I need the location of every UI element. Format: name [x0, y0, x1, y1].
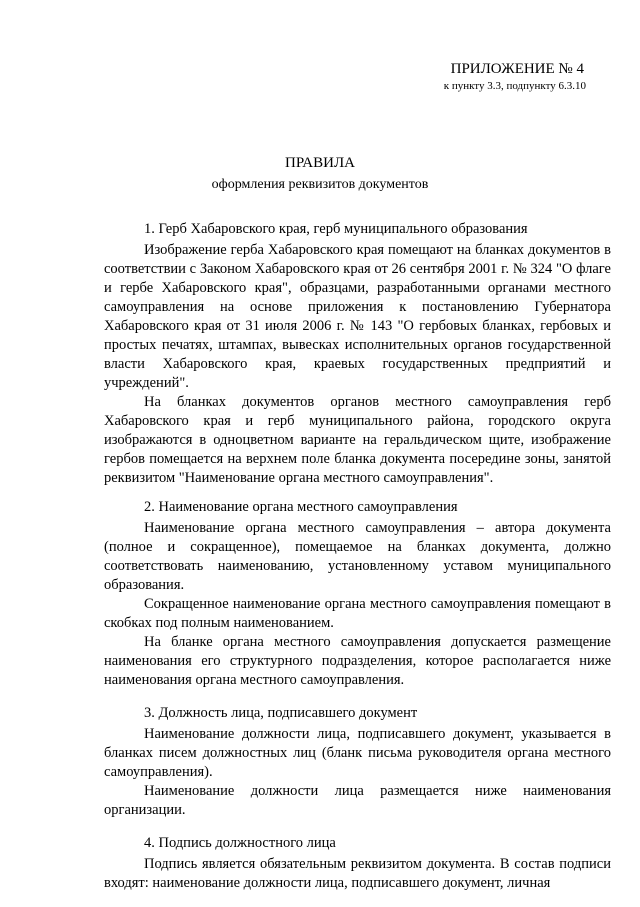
section-official-signature: [104, 834, 611, 893]
section-coat-of-arms: [104, 220, 611, 488]
document-title-block: [0, 153, 640, 194]
section-heading: 2. Наименование органа местного самоуправления: [144, 499, 458, 515]
paragraph: Изображение герба Хабаровского края помещают на бланках документов в соответствии с Законом Хабаровского края от 26 сентября 2001 г. № 324 "О флаге и гербе Хабаровского края", образцами, разработанными органами местного самоуправления на основе приложения к постановлению Губернатора Хабаровского края от 31 июля 2006 г. № 143 "О гербовых бланках, гербовых и простых печатях, штампах, вывесках исполнительных органов государственной власти Хабаровского края, краевых государственных предприятий и учреждений".: [104, 242, 611, 391]
paragraph: Сокращенное наименование органа местного самоуправления помещают в скобках под полным наименованием.: [104, 596, 611, 631]
paragraph: На бланке органа местного самоуправления допускается размещение наименования его структурного подразделения, которое располагается ниже наименования органа местного самоуправления.: [104, 634, 611, 688]
paragraph: Наименование органа местного самоуправления – автора документа (полное и сокращенное), помещаемое на бланках документа, должно соответствовать наименованию, установленному уставом муниципального образования.: [104, 520, 611, 593]
appendix-header: [444, 60, 586, 93]
paragraph: На бланках документов органов местного самоуправления герб Хабаровского края и герб муниципального района, городского округа изображаются в одноцветном варианте на геральдическом щите, изображение гербов помещается на верхнем поле бланка документа посередине зоны, занятой реквизитом "Наименование органа местного самоуправления".: [104, 394, 611, 486]
document-body: [104, 220, 611, 907]
section-heading: 4. Подпись должностного лица: [144, 835, 336, 851]
section-heading: 1. Герб Хабаровского края, герб муниципального образования: [144, 221, 528, 237]
paragraph: Наименование должности лица, подписавшего документ, указывается в бланках писем должностных лиц (бланк письма руководителя органа местного самоуправления).: [104, 726, 611, 780]
section-organ-name: [104, 498, 611, 690]
appendix-reference: к пункту 3.3, подпункту 6.3.10: [443, 80, 586, 92]
paragraph: Подпись является обязательным реквизитом документа. В состав подписи входят: наименование должности лица, подписавшего документ, личная: [104, 856, 611, 891]
section-signer-position: [104, 704, 611, 820]
paragraph: Наименование должности лица размещается ниже наименования организации.: [104, 783, 611, 818]
section-heading: 3. Должность лица, подписавшего документ: [144, 705, 418, 721]
document-subtitle: оформления реквизитов документов: [211, 177, 429, 192]
appendix-title: ПРИЛОЖЕНИЕ № 4: [450, 61, 584, 77]
document-title: ПРАВИЛА: [285, 155, 355, 171]
